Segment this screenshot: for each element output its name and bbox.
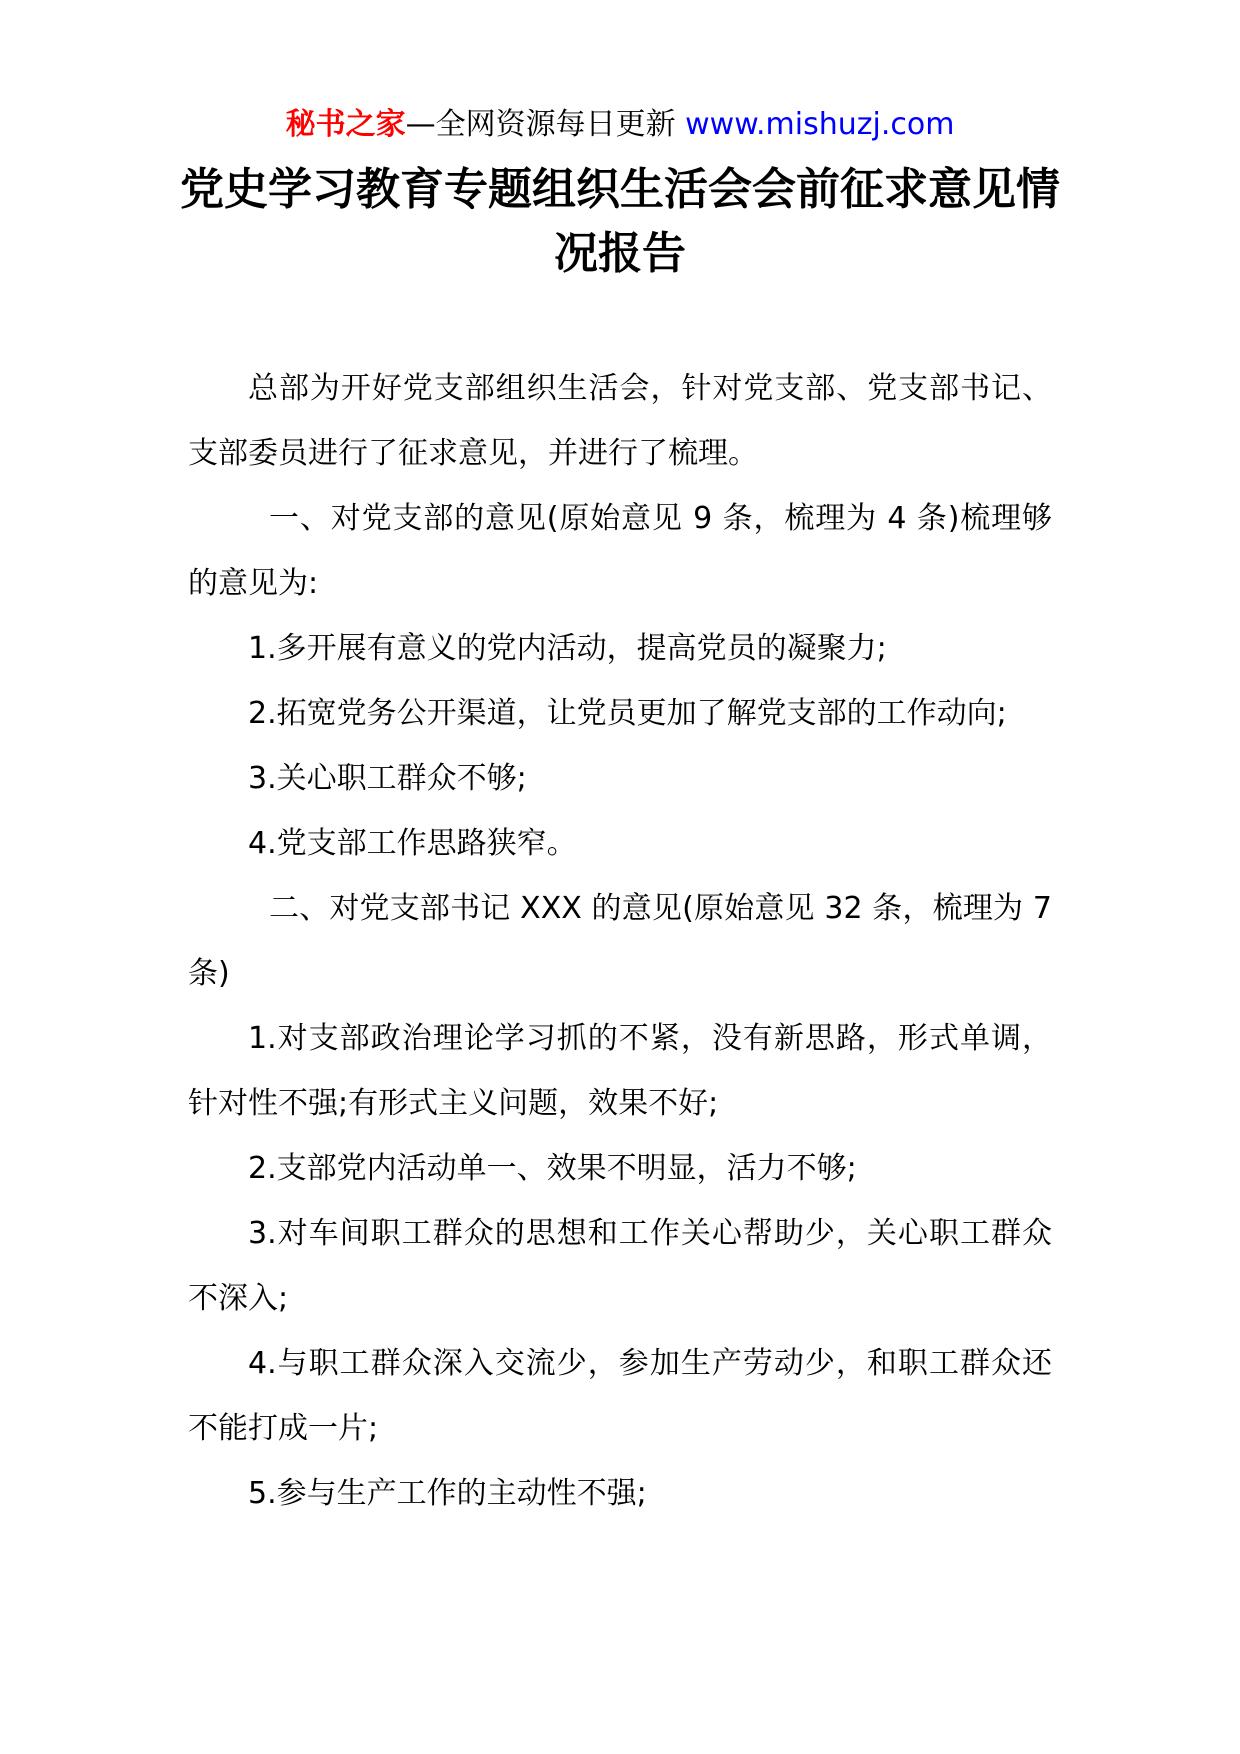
list-item: 3.关心职工群众不够; [248, 761, 527, 796]
section-heading-secretary: 二、对党支部书记 XXX 的意见(原始意见 32 条，梳理为 7 条) [188, 891, 1052, 991]
document-body [188, 356, 1052, 1526]
list-item: 5.参与生产工作的主动性不强; [248, 1476, 647, 1511]
list-item: 3.对车间职工群众的思想和工作关心帮助少，关心职工群众不深入; [188, 1216, 1052, 1316]
site-header [0, 100, 1240, 150]
document-title: 党史学习教育专题组织生活会会前征求意见情况报告 [180, 164, 1060, 279]
section-heading-branch: 一、对党支部的意见(原始意见 9 条，梳理为 4 条)梳理够的意见为: [188, 501, 1052, 601]
list-item: 1.对支部政治理论学习抓的不紧，没有新思路，形式单调，针对性不强;有形式主义问题，效果不好; [188, 1021, 1052, 1121]
intro-paragraph: 总部为开好党支部组织生活会，针对党支部、党支部书记、支部委员进行了征求意见，并进行了梳理。 [188, 371, 1052, 471]
list-item: 4.党支部工作思路狭窄。 [248, 826, 577, 861]
list-item: 2.拓宽党务公开渠道，让党员更加了解党支部的工作动向; [248, 696, 1007, 731]
header-tagline: —全网资源每日更新 [405, 107, 676, 142]
list-item: 4.与职工群众深入交流少，参加生产劳动少，和职工群众还不能打成一片; [188, 1346, 1052, 1446]
site-url-link[interactable]: www.mishuzj.com [685, 107, 955, 142]
list-item: 2.支部党内活动单一、效果不明显，活力不够; [248, 1151, 857, 1186]
list-item: 1.多开展有意义的党内活动，提高党员的凝聚力; [248, 631, 887, 666]
brand-name: 秘书之家 [285, 107, 406, 142]
